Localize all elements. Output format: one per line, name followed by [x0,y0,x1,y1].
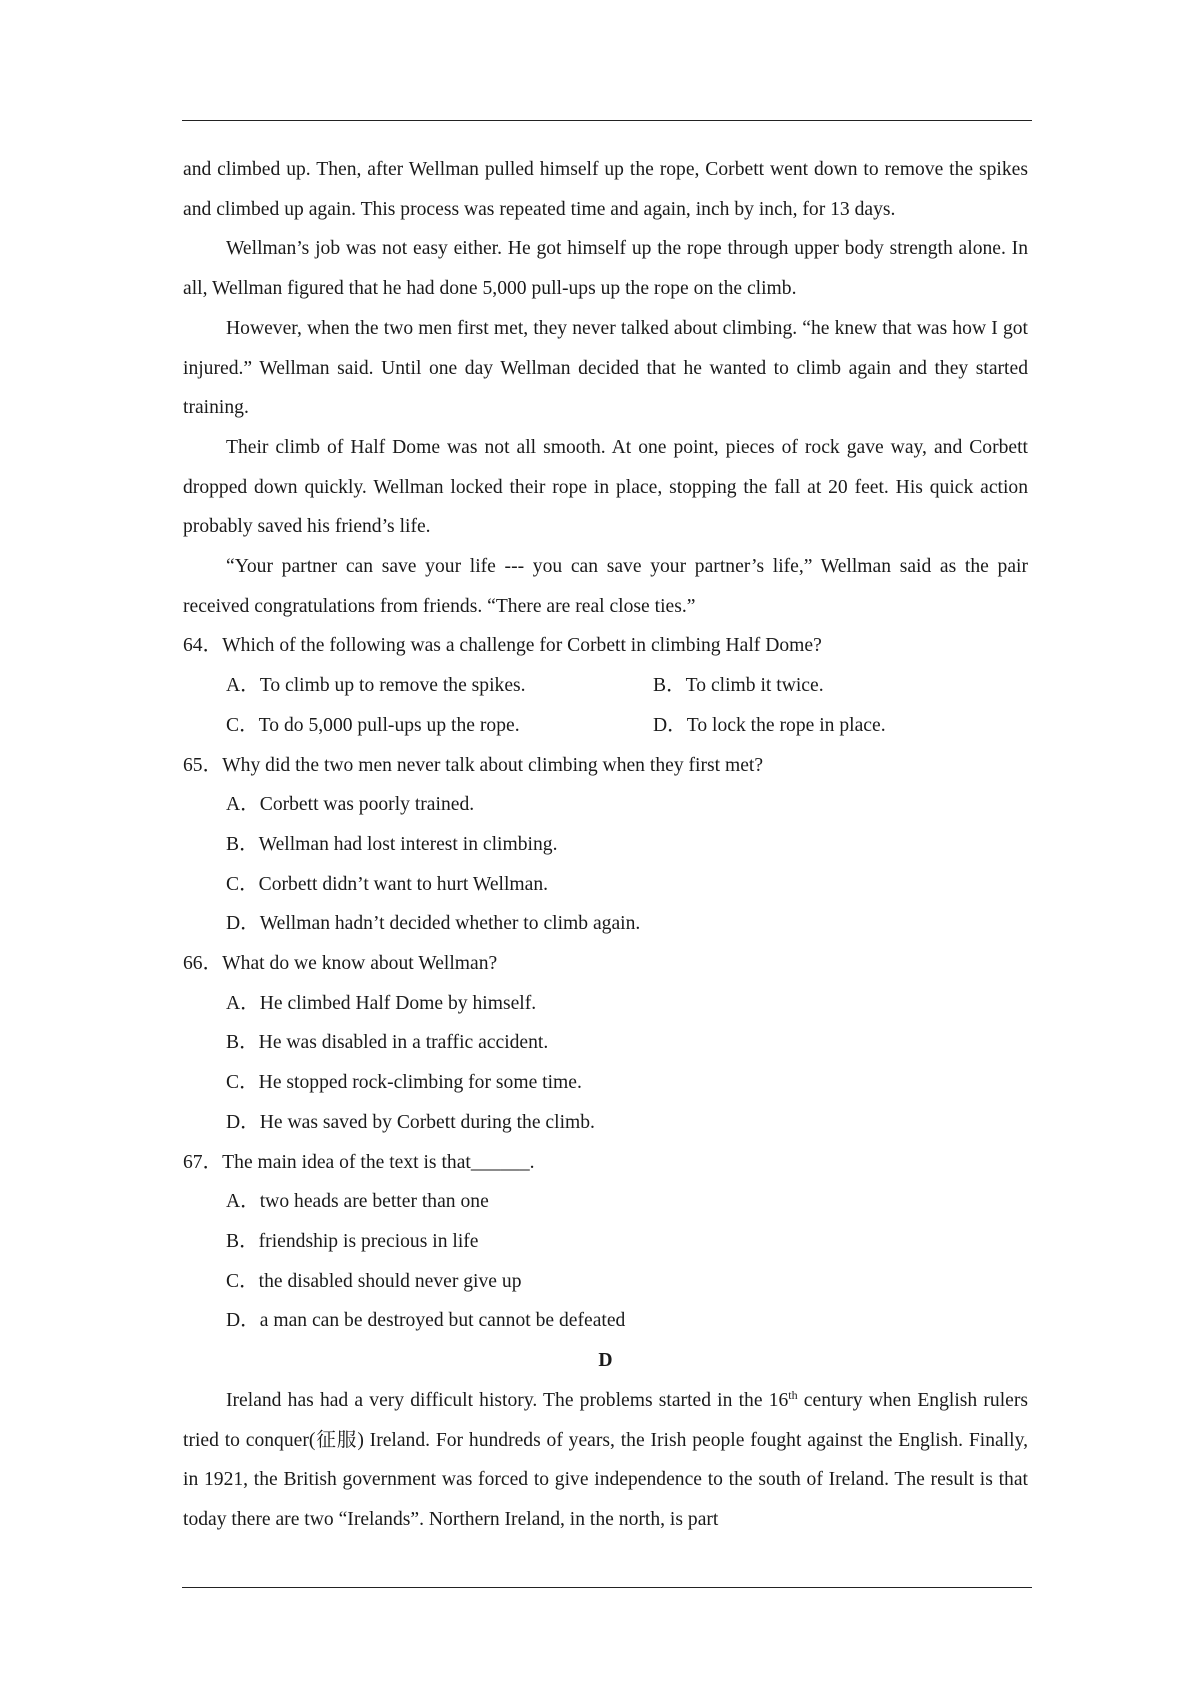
passage-paragraph: Wellman’s job was not easy either. He got himself up the rope through upper body strength alone. In all, Wellman figured that he had done 5,000 pull-ups up the rope on the climb. [183,238,1028,300]
passage-text: century when English rulers tried to conquer(征服) Ireland. For hundreds of years, the Irish people fought against the English. Finally, in 1921, the British government was forced to give independence to the south of Ireland. The result is that today there are two “Irelands”. Northern Ireland, in the north, is part [183,1389,1028,1530]
passage-paragraph: Their climb of Half Dome was not all smooth. At one point, pieces of rock gave way, and Corbett dropped down quickly. Wellman locked their rope in place, stopping the fall at 20 feet. His quick action probably saved his friend’s life. [183,436,1028,538]
question-64 [183,626,1028,745]
option-c: C．He stopped rock-climbing for some time. [226,1072,582,1094]
option-row [226,666,1028,706]
section-heading: D [598,1350,613,1372]
question-65 [183,746,1028,945]
question-66 [183,944,1028,1143]
option-b: B．friendship is precious in life [226,1230,479,1252]
passage-paragraph: “Your partner can save your life --- you can save your partner’s life,” Wellman said as the pair received congratulations from friends. “There are real close ties.” [183,556,1028,617]
page-content [183,150,1028,1540]
question-stem: 64．Which of the following was a challenge for Corbett in climbing Half Dome? [183,635,822,657]
passage-paragraph [183,1381,1028,1540]
question-stem: 67．The main idea of the text is that______. [183,1151,535,1173]
footer-rule [182,1587,1032,1588]
option-a: A．Corbett was poorly trained. [226,794,475,816]
question-stem: 66．What do we know about Wellman? [183,953,498,975]
passage-paragraph: However, when the two men first met, they never talked about climbing. “he knew that was how I got injured.” Wellman said. Until one day Wellman decided that he wanted to climb again and they started training. [183,317,1028,419]
option-b: B．To climb it twice. [653,675,824,697]
option-c: C．To do 5,000 pull-ups up the rope. [226,714,520,736]
option-b: B．Wellman had lost interest in climbing. [226,833,558,855]
option-a: A．To climb up to remove the spikes. [226,675,526,697]
question-67 [183,1143,1028,1342]
ordinal-suffix: th [788,1387,798,1402]
passage-text: Ireland has had a very difficult history. The problems started in the 16 [226,1389,789,1411]
question-stem: 65．Why did the two men never talk about climbing when they first met? [183,754,764,776]
option-c: C．the disabled should never give up [226,1270,522,1292]
option-b: B．He was disabled in a traffic accident. [226,1032,549,1054]
passage-paragraph: and climbed up. Then, after Wellman pulled himself up the rope, Corbett went down to remove the spikes and climbed up again. This process was repeated time and again, inch by inch, for 13 days. [183,159,1028,220]
option-d: D．Wellman hadn’t decided whether to climb again. [226,913,641,935]
option-row [226,706,1028,746]
option-a: A．He climbed Half Dome by himself. [226,992,537,1014]
header-rule [182,120,1032,121]
option-a: A．two heads are better than one [226,1191,489,1213]
option-d: D．To lock the rope in place. [653,714,886,736]
option-c: C．Corbett didn’t want to hurt Wellman. [226,873,549,895]
option-d: D．a man can be destroyed but cannot be defeated [226,1310,626,1332]
option-d: D．He was saved by Corbett during the climb. [226,1111,595,1133]
